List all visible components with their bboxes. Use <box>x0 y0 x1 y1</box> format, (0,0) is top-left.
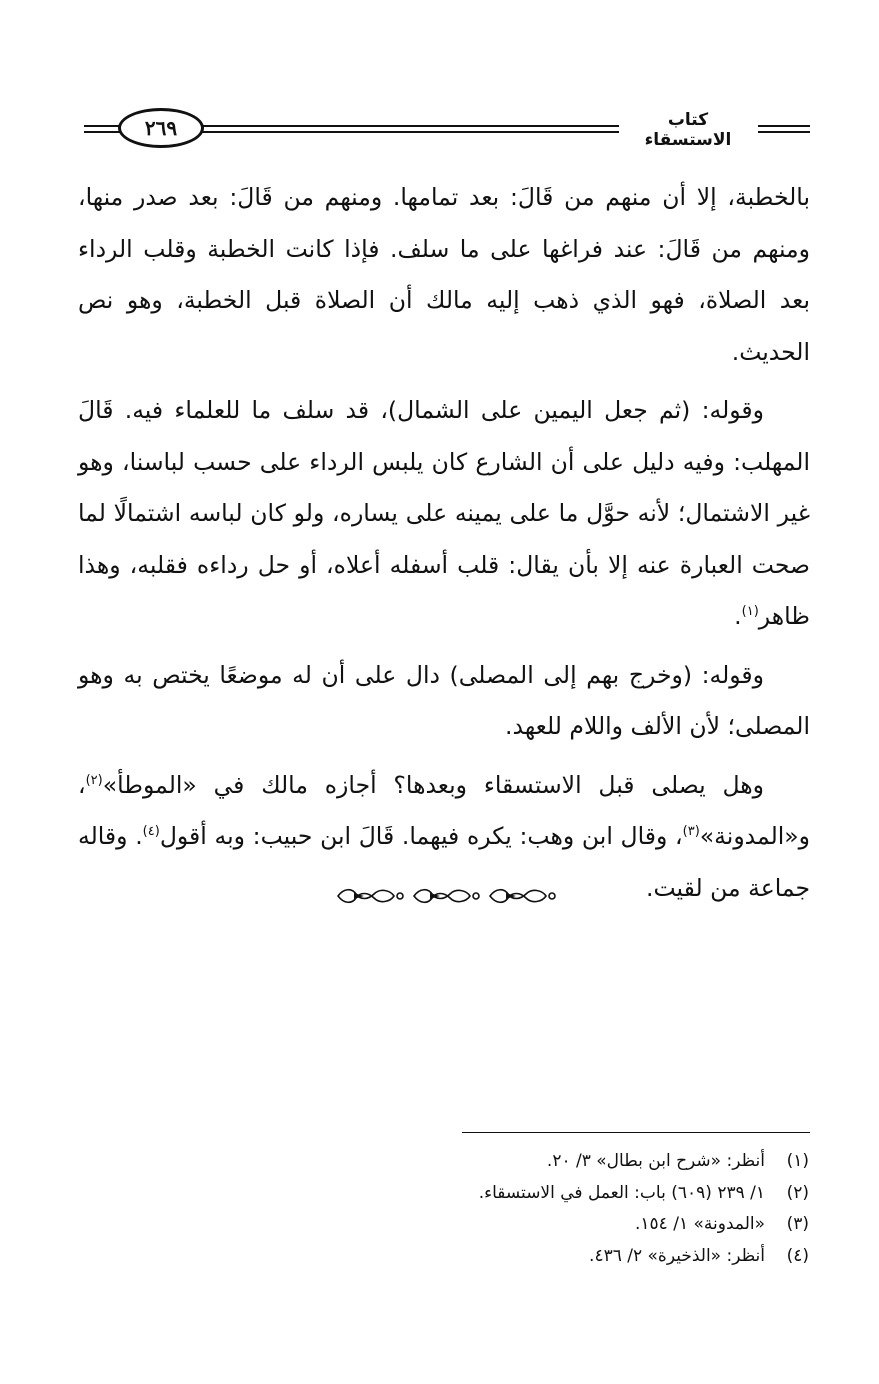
footnote-number: (٣) <box>786 1214 809 1234</box>
footnote <box>209 1209 809 1241</box>
footnotes <box>209 1146 809 1272</box>
page-number-frame <box>118 108 204 148</box>
ornament-motif <box>338 890 403 903</box>
footnote-ref: (٢) <box>85 772 103 788</box>
footnote-text: ١/ ٢٣٩ (٦٠٩) باب: العمل في الاستسقاء. <box>478 1182 765 1203</box>
paragraph-text: وهل يصلى قبل الاستسقاء وبعدها؟ أجازه مالك في «الموطأ» <box>102 770 764 799</box>
footnote-text: أنظر: «الذخيرة» ٢/ ٤٣٦. <box>589 1245 765 1266</box>
paragraph-text: . وقاله جماعة من لقيت. <box>78 822 810 902</box>
paragraph-text: . <box>734 602 742 630</box>
footnote <box>209 1146 809 1178</box>
page-number: ٢٦٩ <box>144 116 178 140</box>
footnote-text: «المدونة» ١/ ١٥٤. <box>634 1214 765 1234</box>
ornament-motif <box>490 890 555 903</box>
paragraph <box>78 385 810 643</box>
footnote-number: (٤) <box>786 1245 809 1266</box>
paragraph-text: وقوله: (ثم جعل اليمين على الشمال)، قد سلف ما للعلماء فيه. قَالَ المهلب: وفيه دليل على أن الشارع كان يلبس الرداء على حسب لباسنا، وهو غير الاشتمال؛ لأنه حوَّل ما على يمينه على يساره، ولو كان لباسه اشتمالًا لما صحت العبارة عنه إلا بأن يقال: قلب أسفله أعلاه، أو حل رداءه فقلبه، وهذا ظاهر <box>78 396 810 630</box>
ornament-motif <box>414 890 479 903</box>
paragraph-text: وقوله: (وخرج بهم إلى المصلى) دال على أن له موضعًا يختص به وهو المصلى؛ لأن الألف واللام للعهد. <box>78 660 810 740</box>
running-header <box>84 108 810 156</box>
book-title: كتاب الاستسقاء <box>644 110 732 150</box>
section-end-ornament <box>334 884 562 908</box>
main-text <box>78 172 810 921</box>
paragraph-text: ، وقال ابن وهب: يكره فيهما. قَالَ ابن حبيب: وبه أقول <box>159 822 683 850</box>
footnote-number: (١) <box>786 1151 809 1171</box>
paragraph-text: ، و«المدونة» <box>78 770 810 850</box>
footnote-number: (٢) <box>786 1182 809 1203</box>
paragraph <box>78 650 810 753</box>
paragraph-text: بالخطبة، إلا أن منهم من قَالَ: بعد تمامها. ومنهم من قَالَ: بعد صدر منها، ومنهم من قَالَ: عند فراغها على ما سلف. فإذا كانت الخطبة وقلب الرداء بعد الصلاة، فهو الذي ذهب إليه مالك أن الصلاة قبل الخطبة، وهو نص الحديث. <box>78 183 810 366</box>
footnote <box>209 1241 809 1273</box>
footnote <box>209 1178 809 1210</box>
footnote-ref: (١) <box>741 604 759 620</box>
footnote-separator <box>462 1132 810 1133</box>
footnote-ref: (٣) <box>682 824 700 840</box>
header-rule-right <box>758 125 810 133</box>
paragraph <box>78 172 810 378</box>
footnote-ref: (٤) <box>142 824 160 840</box>
footnote-text: أنظر: «شرح ابن بطال» ٣/ ٢٠. <box>546 1151 765 1171</box>
header-rule-main <box>194 125 619 133</box>
